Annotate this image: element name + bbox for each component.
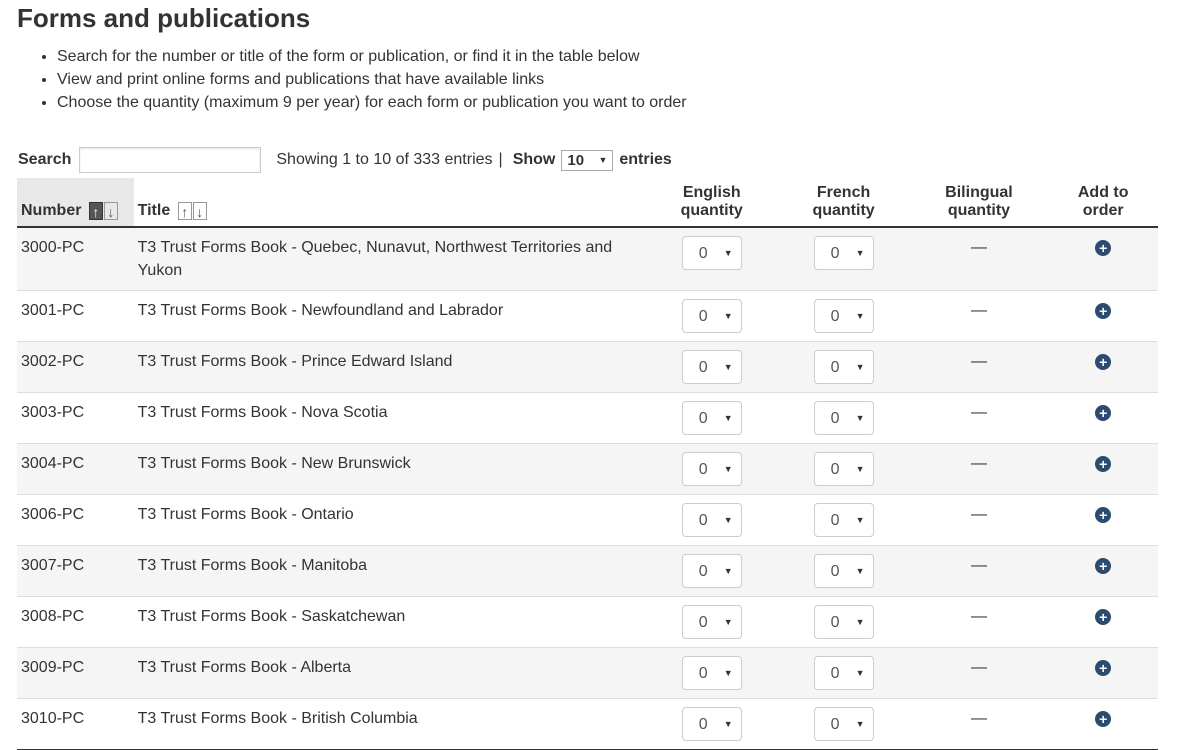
- form-title: T3 Trust Forms Book - Alberta: [134, 648, 646, 699]
- plus-circle-icon[interactable]: +: [1095, 609, 1111, 625]
- form-number: 3008-PC: [17, 597, 134, 648]
- english-quantity-select[interactable]: [682, 503, 742, 537]
- caret-down-icon: ▼: [723, 718, 733, 729]
- add-to-order-cell: [1048, 227, 1158, 291]
- caret-down-icon: ▼: [723, 412, 733, 423]
- french-quantity-value: 0: [830, 664, 840, 682]
- english-quantity-cell: [646, 342, 778, 393]
- column-header-number[interactable]: [17, 178, 134, 227]
- english-quantity-cell: [646, 291, 778, 342]
- plus-circle-icon[interactable]: +: [1095, 354, 1111, 370]
- instructions-list: [17, 45, 687, 114]
- column-header-bilingual-quantity: [909, 178, 1048, 227]
- caret-down-icon: ▼: [855, 514, 865, 525]
- french-quantity-value: 0: [830, 358, 840, 376]
- english-quantity-select[interactable]: [682, 707, 742, 741]
- bilingual-quantity-cell: [909, 546, 1048, 597]
- bilingual-quantity-cell: [909, 291, 1048, 342]
- french-quantity-select[interactable]: [814, 605, 874, 639]
- column-header-label: quantity: [947, 202, 1011, 219]
- caret-down-icon: ▼: [723, 310, 733, 321]
- table-row: [17, 342, 1158, 393]
- french-quantity-select[interactable]: [814, 707, 874, 741]
- english-quantity-cell: [646, 699, 778, 750]
- caret-down-icon: ▼: [723, 361, 733, 372]
- table-row: [17, 227, 1158, 291]
- bilingual-unavailable: —: [970, 404, 987, 421]
- english-quantity-select[interactable]: [682, 236, 742, 270]
- table-row: [17, 648, 1158, 699]
- french-quantity-select[interactable]: [814, 656, 874, 690]
- plus-circle-icon[interactable]: +: [1095, 240, 1111, 256]
- caret-down-icon: ▼: [723, 616, 733, 627]
- caret-down-icon: ▼: [855, 247, 865, 258]
- bilingual-unavailable: —: [970, 455, 987, 472]
- english-quantity-value: 0: [698, 307, 708, 325]
- french-quantity-value: 0: [830, 511, 840, 529]
- french-quantity-cell: [778, 291, 910, 342]
- english-quantity-value: 0: [698, 715, 708, 733]
- sort-up-icon[interactable]: ↑: [89, 202, 103, 220]
- table-row: [17, 291, 1158, 342]
- french-quantity-select[interactable]: [814, 350, 874, 384]
- table-row: [17, 393, 1158, 444]
- bilingual-unavailable: —: [970, 239, 987, 256]
- table-row: [17, 699, 1158, 750]
- caret-down-icon: ▼: [855, 361, 865, 372]
- column-header-label: Bilingual: [945, 184, 1013, 201]
- column-header-english-quantity: [646, 178, 778, 227]
- plus-circle-icon[interactable]: +: [1095, 456, 1111, 472]
- caret-down-icon: ▼: [723, 514, 733, 525]
- french-quantity-select[interactable]: [814, 236, 874, 270]
- french-quantity-cell: [778, 597, 910, 648]
- caret-down-icon: ▼: [723, 247, 733, 258]
- sort-up-icon[interactable]: ↑: [178, 202, 192, 220]
- bilingual-unavailable: —: [970, 659, 987, 676]
- form-number: 3006-PC: [17, 495, 134, 546]
- english-quantity-select[interactable]: [682, 299, 742, 333]
- english-quantity-value: 0: [698, 460, 708, 478]
- bilingual-quantity-cell: [909, 227, 1048, 291]
- plus-circle-icon[interactable]: +: [1095, 405, 1111, 421]
- french-quantity-value: 0: [830, 715, 840, 733]
- french-quantity-select[interactable]: [814, 554, 874, 588]
- table-body: [17, 227, 1158, 750]
- column-header-french-quantity: [778, 178, 910, 227]
- french-quantity-value: 0: [830, 562, 840, 580]
- add-to-order-cell: [1048, 699, 1158, 750]
- table-row: [17, 597, 1158, 648]
- table-header-row: [17, 178, 1158, 227]
- french-quantity-value: 0: [830, 460, 840, 478]
- form-number: 3007-PC: [17, 546, 134, 597]
- column-header-label: quantity: [812, 202, 875, 219]
- caret-down-icon: ▼: [855, 565, 865, 576]
- separator: |: [498, 151, 503, 168]
- form-title: T3 Trust Forms Book - New Brunswick: [134, 444, 646, 495]
- add-to-order-cell: [1048, 291, 1158, 342]
- french-quantity-cell: [778, 393, 910, 444]
- caret-down-icon: ▼: [723, 565, 733, 576]
- bilingual-quantity-cell: [909, 597, 1048, 648]
- instruction-item: • View and print online forms and publications that have available links: [57, 68, 687, 91]
- add-to-order-cell: [1048, 393, 1158, 444]
- page-title: Forms and publications: [17, 3, 311, 33]
- add-to-order-cell: [1048, 648, 1158, 699]
- bilingual-unavailable: —: [970, 608, 987, 625]
- caret-down-icon: ▼: [855, 718, 865, 729]
- english-quantity-value: 0: [698, 511, 708, 529]
- form-number: 3004-PC: [17, 444, 134, 495]
- english-quantity-value: 0: [698, 613, 708, 631]
- plus-circle-icon[interactable]: +: [1095, 507, 1111, 523]
- french-quantity-cell: [778, 227, 910, 291]
- sort-down-icon[interactable]: ↓: [193, 202, 207, 220]
- form-title: T3 Trust Forms Book - Saskatchewan: [134, 597, 646, 648]
- caret-down-icon: ▼: [855, 463, 865, 474]
- search-input[interactable]: [79, 147, 261, 173]
- column-header-label: English: [682, 184, 741, 201]
- caret-down-icon: ▼: [855, 310, 865, 321]
- form-number: 3009-PC: [17, 648, 134, 699]
- plus-circle-icon[interactable]: +: [1095, 660, 1111, 676]
- caret-down-icon: ▼: [855, 616, 865, 627]
- column-header-label: Title: [137, 202, 171, 219]
- french-quantity-cell: [778, 699, 910, 750]
- english-quantity-select[interactable]: [682, 452, 742, 486]
- form-number: 3002-PC: [17, 342, 134, 393]
- bilingual-quantity-cell: [909, 444, 1048, 495]
- form-number: 3000-PC: [17, 227, 134, 291]
- table-row: [17, 495, 1158, 546]
- column-header-add-to-order: [1048, 178, 1158, 227]
- add-to-order-cell: [1048, 444, 1158, 495]
- show-label: Show: [512, 151, 556, 168]
- table-row: [17, 444, 1158, 495]
- form-title: T3 Trust Forms Book - British Columbia: [134, 699, 646, 750]
- form-number: 3001-PC: [17, 291, 134, 342]
- french-quantity-value: 0: [830, 244, 840, 262]
- form-title: T3 Trust Forms Book - Nova Scotia: [134, 393, 646, 444]
- bilingual-unavailable: —: [970, 353, 987, 370]
- add-to-order-cell: [1048, 342, 1158, 393]
- bilingual-quantity-cell: [909, 495, 1048, 546]
- form-title: T3 Trust Forms Book - Ontario: [134, 495, 646, 546]
- french-quantity-cell: [778, 444, 910, 495]
- column-header-label: order: [1082, 202, 1124, 219]
- form-number: 3003-PC: [17, 393, 134, 444]
- bilingual-unavailable: —: [970, 302, 987, 319]
- french-quantity-select[interactable]: [814, 299, 874, 333]
- french-quantity-value: 0: [830, 409, 840, 427]
- french-quantity-cell: [778, 342, 910, 393]
- french-quantity-cell: [778, 546, 910, 597]
- plus-circle-icon[interactable]: +: [1095, 558, 1111, 574]
- caret-down-icon: ▼: [723, 463, 733, 474]
- entries-label: entries: [619, 151, 672, 168]
- caret-down-icon: ▼: [855, 667, 865, 678]
- entries-info: Showing 1 to 10 of 333 entries: [276, 151, 493, 168]
- bilingual-unavailable: —: [970, 710, 987, 727]
- french-quantity-select[interactable]: [814, 452, 874, 486]
- forms-table: [17, 178, 1158, 750]
- french-quantity-cell: [778, 648, 910, 699]
- bilingual-quantity-cell: [909, 393, 1048, 444]
- bilingual-unavailable: —: [970, 506, 987, 523]
- english-quantity-cell: [646, 597, 778, 648]
- entries-per-page-value: 10: [567, 151, 585, 169]
- column-header-label: Add to: [1077, 184, 1129, 201]
- form-title: T3 Trust Forms Book - Newfoundland and Labrador: [134, 291, 646, 342]
- french-quantity-value: 0: [830, 307, 840, 325]
- plus-circle-icon[interactable]: +: [1095, 711, 1111, 727]
- column-header-label: French: [816, 184, 871, 201]
- english-quantity-cell: [646, 227, 778, 291]
- english-quantity-cell: [646, 495, 778, 546]
- sort-icons: [89, 202, 119, 220]
- sort-down-icon[interactable]: ↓: [104, 202, 118, 220]
- table-controls: [18, 145, 672, 175]
- english-quantity-select[interactable]: [682, 554, 742, 588]
- caret-down-icon: ▼: [855, 412, 865, 423]
- english-quantity-value: 0: [698, 409, 708, 427]
- english-quantity-select[interactable]: [682, 401, 742, 435]
- french-quantity-select[interactable]: [814, 503, 874, 537]
- form-number: 3010-PC: [17, 699, 134, 750]
- add-to-order-cell: [1048, 546, 1158, 597]
- bilingual-unavailable: —: [970, 557, 987, 574]
- table-row: [17, 546, 1158, 597]
- search-label: Search: [18, 151, 72, 168]
- english-quantity-select[interactable]: [682, 350, 742, 384]
- add-to-order-cell: [1048, 495, 1158, 546]
- english-quantity-select[interactable]: [682, 656, 742, 690]
- form-title: T3 Trust Forms Book - Manitoba: [134, 546, 646, 597]
- add-to-order-cell: [1048, 597, 1158, 648]
- bilingual-quantity-cell: [909, 699, 1048, 750]
- form-title: T3 Trust Forms Book - Quebec, Nunavut, Northwest Territories and Yukon: [134, 227, 646, 291]
- english-quantity-value: 0: [698, 358, 708, 376]
- french-quantity-select[interactable]: [814, 401, 874, 435]
- english-quantity-value: 0: [698, 664, 708, 682]
- english-quantity-select[interactable]: [682, 605, 742, 639]
- entries-per-page-select[interactable]: [561, 150, 613, 171]
- column-header-label: Number: [21, 202, 82, 219]
- english-quantity-value: 0: [698, 244, 708, 262]
- sort-icons: [178, 202, 208, 220]
- column-header-label: quantity: [680, 202, 743, 219]
- instruction-item: • Choose the quantity (maximum 9 per year) for each form or publication you want to order: [57, 91, 687, 114]
- french-quantity-cell: [778, 495, 910, 546]
- french-quantity-value: 0: [830, 613, 840, 631]
- caret-down-icon: ▼: [598, 155, 608, 165]
- instruction-item: • Search for the number or title of the form or publication, or find it in the table below: [57, 45, 687, 68]
- english-quantity-cell: [646, 648, 778, 699]
- english-quantity-cell: [646, 444, 778, 495]
- english-quantity-cell: [646, 393, 778, 444]
- plus-circle-icon[interactable]: +: [1095, 303, 1111, 319]
- column-header-title[interactable]: [134, 178, 646, 227]
- form-title: T3 Trust Forms Book - Prince Edward Island: [134, 342, 646, 393]
- bilingual-quantity-cell: [909, 342, 1048, 393]
- english-quantity-cell: [646, 546, 778, 597]
- bilingual-quantity-cell: [909, 648, 1048, 699]
- english-quantity-value: 0: [698, 562, 708, 580]
- caret-down-icon: ▼: [723, 667, 733, 678]
